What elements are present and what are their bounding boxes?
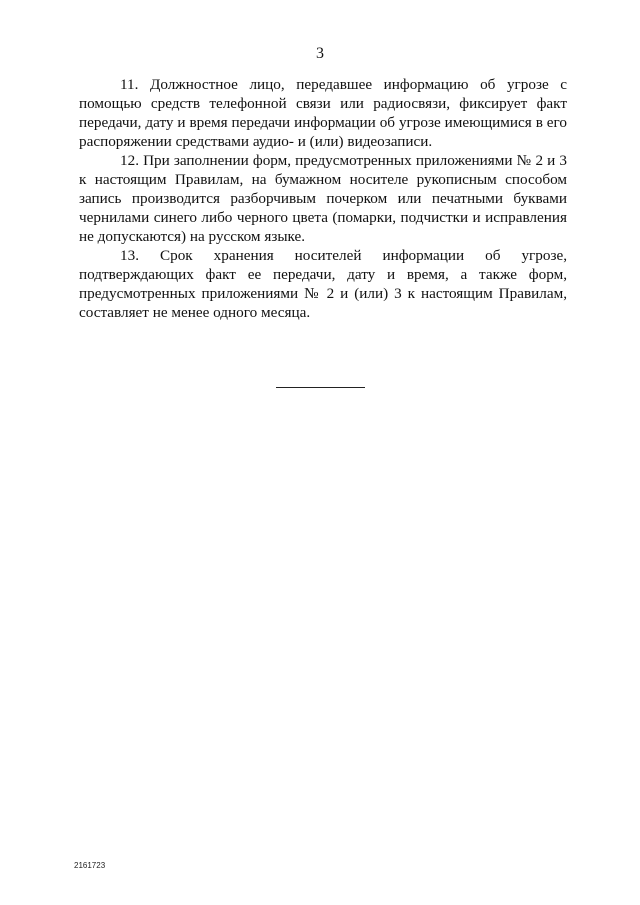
end-of-text-rule — [276, 387, 365, 388]
document-code: 2161723 — [74, 861, 106, 870]
page-number: 3 — [316, 45, 324, 62]
paragraph-13: 13. Срок хранения носителей информации об угрозе, подтверждающих факт ее передачи, дату и время, а также форм, предусмотренных приложениями № 2 и (или) 3 к настоящим Правилам, составляет не менее одного месяца. — [79, 247, 567, 321]
paragraph-12: 12. При заполнении форм, предусмотренных приложениями № 2 и 3 к настоящим Правилам, на бумажном носителе рукописным способом запись производится разборчивым почерком или печатными буквами чернилами синего либо черного цвета (помарки, подчистки и исправления не допускаются) на русском языке. — [79, 152, 567, 245]
document-body — [79, 75, 567, 322]
paragraph-11: 11. Должностное лицо, передавшее информацию об угрозе с помощью средств телефонной связи или радиосвязи, фиксирует факт передачи, дату и время передачи информации об угрозе имеющимися в его распоряжении средствами аудио- и (или) видеозаписи. — [79, 76, 567, 150]
